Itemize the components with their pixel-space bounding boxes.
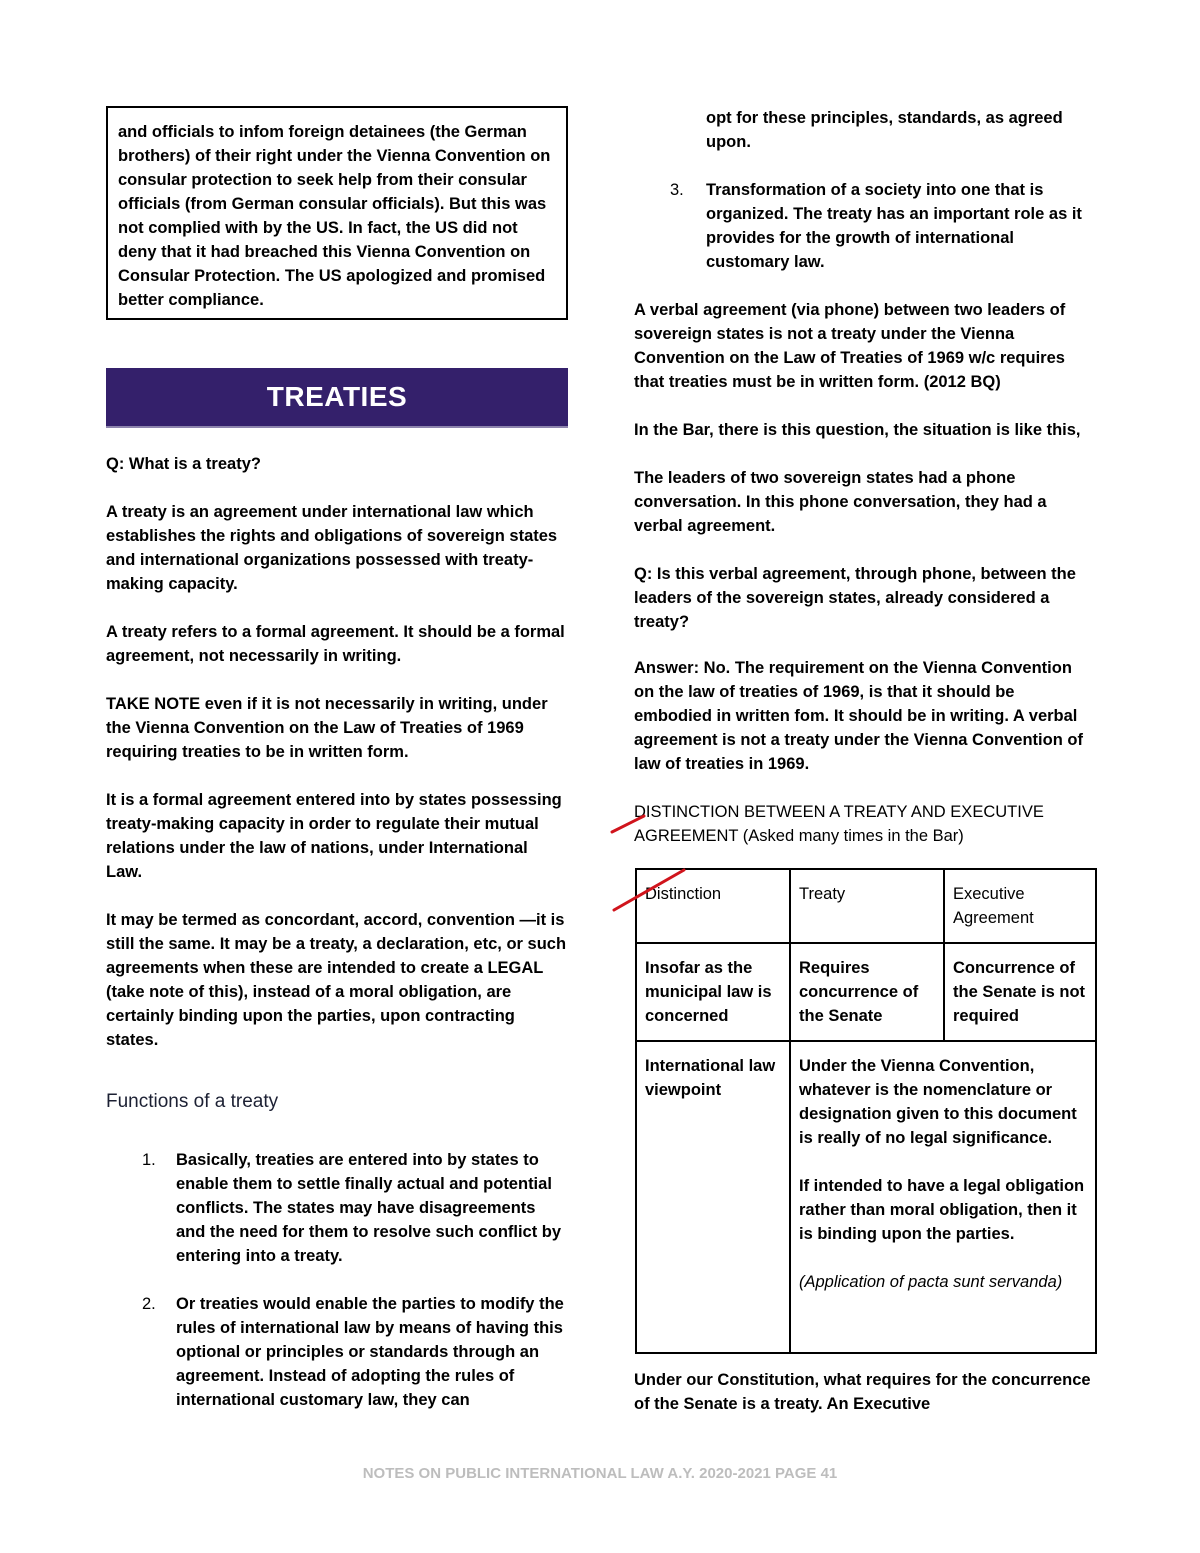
page-footer: NOTES ON PUBLIC INTERNATIONAL LAW A.Y. 2020-2021 PAGE 41 — [362, 1465, 838, 1482]
list-number: 1. — [142, 1151, 156, 1169]
paragraph: The leaders of two sovereign states had a phone conversation. In this phone conversation, they had a verbal agreement. — [634, 469, 1047, 535]
list-text: Transformation of a society into one that is organized. The treaty has an important role as it provides for the growth of international customary law. — [706, 181, 1082, 271]
paragraph: It may be termed as concordant, accord, convention —it is still the same. It may be a treaty, a declaration, etc, or such agreements when these are intended to create a LEGAL (take note of this), instead of a moral obligation, are certainly binding upon the parties, upon contracting states. — [106, 911, 567, 1049]
table-header-cell: Distinction — [636, 869, 790, 943]
distinction-table — [635, 868, 1097, 1354]
paragraph: Under our Constitution, what requires for the concurrence of the Senate is a treaty. An Executive — [634, 1371, 1091, 1413]
list-number: 2. — [142, 1295, 156, 1313]
paragraph: A treaty is an agreement under international law which establishes the rights and obligations of sovereign states and international organizations possessed with treaty-making capacity. — [106, 503, 558, 593]
table-cell: Requires concurrence of the Senate — [790, 943, 944, 1041]
section-banner: TREATIES — [106, 368, 568, 428]
paragraph: A treaty refers to a formal agreement. It should be a formal agreement, not necessarily in writing. — [106, 623, 565, 665]
functions-heading: Functions of a treaty — [106, 1091, 279, 1112]
paragraph: In the Bar, there is this question, the situation is like this, — [634, 421, 1081, 439]
table-header-cell: Treaty — [790, 869, 944, 943]
box-text: and officials to infom foreign detainees (the German brothers) of their right under the Vienna Convention on consular protection to seek help from their consular officials (from German consular officials). But this was not complied with by the US. In fact, the US did not deny that it had breached this Vienna Convention on Consular Protection. The US apologized and promised better compliance. — [118, 123, 551, 309]
list-item — [106, 1292, 568, 1412]
question-verbal-agreement: Q: Is this verbal agreement, through phone, between the leaders of the sovereign states, already considered a treaty? — [634, 565, 1076, 631]
table-cell-text: If intended to have a legal obligation rather than moral obligation, then it is binding upon the parties. — [799, 1177, 1085, 1243]
list-item — [106, 1148, 568, 1268]
list-text: Basically, treaties are entered into by states to enable them to settle finally actual and potential conflicts. The states may have disagreements and the need for them to resolve such conflict by entering into a treaty. — [176, 1151, 562, 1265]
table-header-cell: Executive Agreement — [944, 869, 1096, 943]
functions-list-continued — [634, 106, 1096, 274]
table-cell-text: Under the Vienna Convention, whatever is the nomenclature or designation given to this document is really of no legal significance. — [799, 1057, 1077, 1147]
table-cell: Concurrence of the Senate is not required — [944, 943, 1096, 1041]
question-what-is-treaty: Q: What is a treaty? — [106, 455, 261, 473]
table-row — [636, 943, 1096, 1041]
distinction-title: DISTINCTION BETWEEN A TREATY AND EXECUTIVE AGREEMENT (Asked many times in the Bar) — [634, 803, 1044, 845]
paragraph: A verbal agreement (via phone) between two leaders of sovereign states is not a treaty under the Vienna Convention on the Law of Treaties of 1969 w/c requires that treaties must be in written form. (2012 BQ) — [634, 301, 1066, 391]
paragraph: TAKE NOTE even if it is not necessarily in writing, under the Vienna Convention on the Law of Treaties of 1969 requiring treaties to be in written form. — [106, 695, 548, 761]
list-number: 3. — [670, 181, 684, 199]
table-row — [636, 869, 1096, 943]
table-cell-merged — [790, 1041, 1096, 1353]
continuation-box — [106, 106, 568, 320]
list-item — [634, 106, 1096, 154]
list-item — [634, 178, 1096, 274]
functions-list — [106, 1148, 568, 1412]
answer: Answer: No. The requirement on the Vienna Convention on the law of treaties of 1969, is that it should be embodied in written fom. It should be in writing. A verbal agreement is not a treaty under the Vienna Convention of law of treaties in 1969. — [634, 659, 1083, 773]
paragraph: It is a formal agreement entered into by states possessing treaty-making capacity in order to regulate their mutual relations under the law of nations, under International Law. — [106, 791, 562, 881]
table-cell: International law viewpoint — [636, 1041, 790, 1353]
table-cell: Insofar as the municipal law is concerned — [636, 943, 790, 1041]
list-text: Or treaties would enable the parties to modify the rules of international law by means of having this optional or principles or standards through an agreement. Instead of adopting the rules of international customary law, they can — [176, 1295, 564, 1409]
table-cell-text: (Application of pacta sunt servanda) — [799, 1273, 1063, 1291]
table-row — [636, 1041, 1096, 1353]
list-text: opt for these principles, standards, as agreed upon. — [706, 109, 1063, 151]
